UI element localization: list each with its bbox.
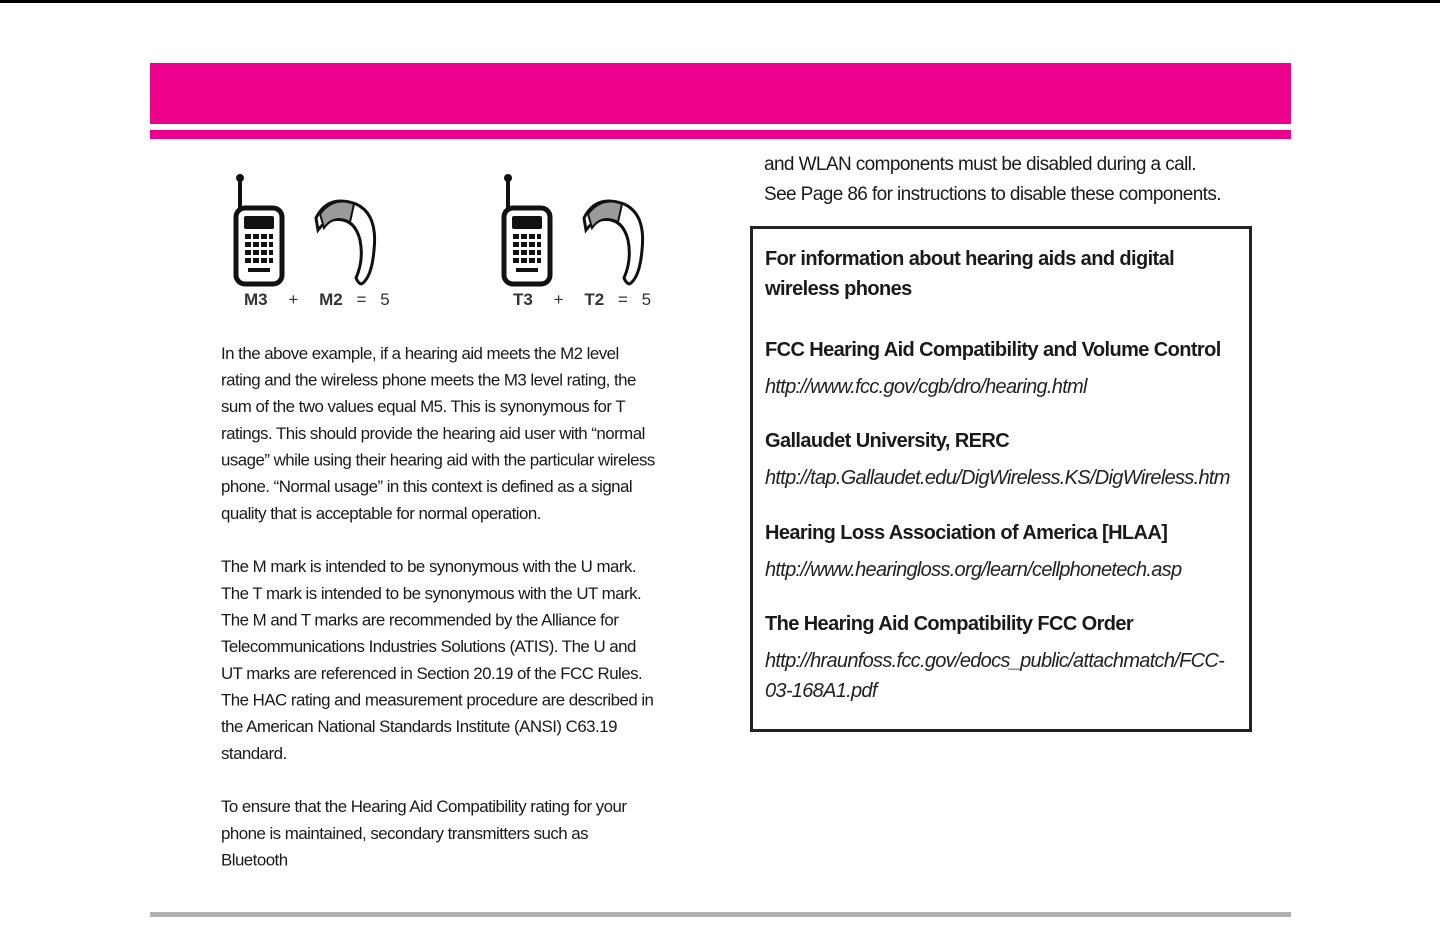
entry-title: The Hearing Aid Compatibility FCC Order	[765, 613, 1134, 635]
rating-sum: 5	[380, 290, 390, 309]
entry-title: FCC Hearing Aid Compatibility and Volume Control	[765, 339, 1221, 361]
paragraph-marks: The M mark is intended to be synonymous with the U mark. The T mark is intended to be synonymous with the UT mark. The M and T marks are recommended by the Alliance for Telecommunications Industries Solutions (ATIS). The U and UT marks are referenced in Section 20.19 of the FCC Rules. The HAC rating and measurement procedure are described in the American National Standards Institute (ANSI) C63.19 standard.	[221, 557, 654, 764]
info-entry	[765, 609, 1243, 706]
equals-sign: =	[356, 290, 367, 309]
entry-link[interactable]: http://www.fcc.gov/cgb/dro/hearing.html	[765, 376, 1087, 398]
continuation-line: See Page 86 for instructions to disable these components.	[764, 184, 1221, 205]
entry-title: Gallaudet University, RERC	[765, 430, 1010, 452]
phone-rating-m3: M3	[244, 290, 268, 309]
phone-and-hearing-aid-icon	[232, 170, 472, 295]
header-banner	[150, 63, 1291, 124]
right-column-continuation	[764, 150, 1264, 210]
info-entry	[765, 335, 1243, 402]
equals-sign: =	[617, 290, 628, 309]
plus-sign: +	[288, 290, 299, 309]
paragraph-example: In the above example, if a hearing aid meets the M2 level rating and the wireless phone meets the M3 level rating, the sum of the two values equal M5. This is synonymous for T ratings. This should provide the hearing aid user with “normal usage” while using their hearing aid with the particular wireless phone. “Normal usage” in this context is defined as a signal quality that is acceptable for normal operation.	[221, 344, 655, 524]
rating-sum: 5	[641, 290, 652, 309]
phone-and-hearing-aid-icon	[500, 170, 740, 295]
phone-rating-t3: T3	[513, 290, 533, 309]
plus-sign: +	[553, 290, 564, 309]
info-entry	[765, 518, 1243, 585]
info-entry	[765, 426, 1243, 493]
aid-rating-t2: T2	[584, 290, 605, 309]
aid-rating-m2: M2	[319, 290, 343, 309]
entry-link[interactable]: http://tap.Gallaudet.edu/DigWireless.KS/DigWireless.htm	[765, 467, 1230, 489]
paragraph-transmitters: To ensure that the Hearing Aid Compatibility rating for your phone is maintained, secondary transmitters such as Bluetooth	[221, 797, 627, 870]
continuation-line: and WLAN components must be disabled during a call.	[764, 154, 1196, 175]
header-underline	[150, 130, 1291, 139]
entry-link[interactable]: http://hraunfoss.fcc.gov/edocs_public/attachmatch/FCC-03-168A1.pdf	[765, 650, 1225, 702]
rating-equation-t	[513, 290, 651, 310]
entry-link[interactable]: http://www.hearingloss.org/learn/cellphonetech.asp	[765, 559, 1182, 581]
entry-title: Hearing Loss Association of America [HLAA]	[765, 522, 1168, 544]
rating-equation-m	[244, 290, 390, 310]
hearing-aid-info-box	[750, 226, 1252, 732]
top-rule	[0, 0, 1440, 3]
info-box-heading: For information about hearing aids and digital wireless phones	[765, 248, 1175, 300]
left-column-body	[221, 341, 657, 901]
footer-rule	[150, 912, 1291, 917]
